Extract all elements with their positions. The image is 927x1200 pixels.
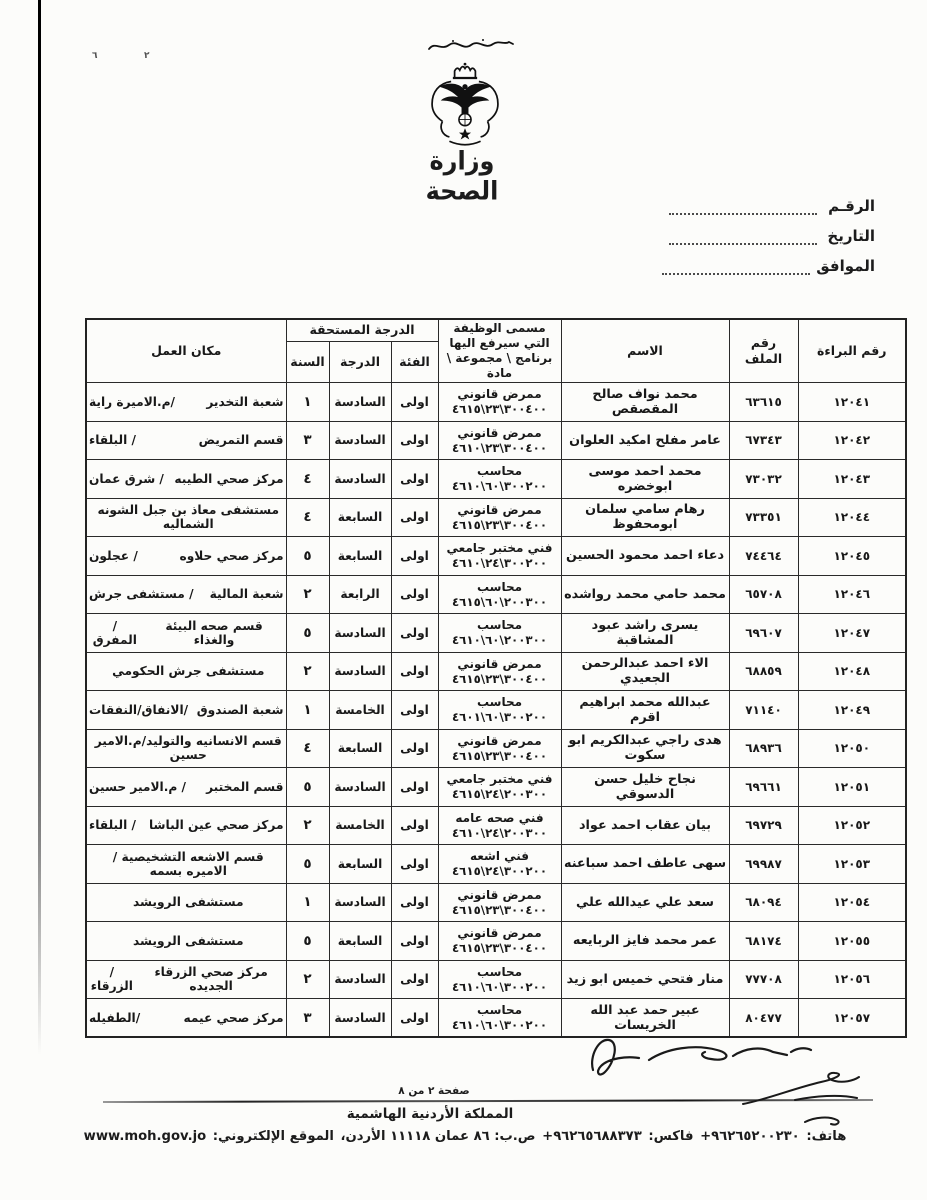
job-code-number: ٣٠٠٤٠٠\٢٣\٤٦١٥ <box>451 902 548 917</box>
job-title-cell <box>438 883 561 922</box>
workplace-name: مركز صحي الزرقاء الجديده <box>154 965 268 994</box>
date-field-label: التاريخ <box>827 227 875 245</box>
workplace-location: /الطفيله <box>89 1010 141 1025</box>
job-title-text: فني مختبر جامعي <box>446 541 553 556</box>
category-cell: اولى <box>391 614 438 653</box>
year-cell: ٥ <box>286 768 329 807</box>
year-cell: ٢ <box>286 575 329 614</box>
job-title-cell <box>438 729 561 768</box>
job-code-number: ٣٠٠٤٠٠\٢٣\٤٦١٥ <box>451 402 548 417</box>
handwritten-signature-footer <box>735 1070 870 1132</box>
job-title-header-subline: برنامج \ مجموعة \ مادة <box>446 351 553 380</box>
workplace-location: / مستشفى جرش <box>89 587 194 602</box>
workplace-location: / البلقاء <box>89 818 136 833</box>
category-cell: اولى <box>391 652 438 691</box>
job-code-number: ٢٠٠٣٠٠\٢٤\٤٦١٥ <box>451 787 548 802</box>
year-cell: ٥ <box>286 614 329 653</box>
grade-cell: السابعة <box>329 537 391 576</box>
workplace-cell <box>86 960 286 999</box>
job-title-cell <box>438 460 561 499</box>
col-header-due-grade-group: الدرجة المستحقة <box>286 319 438 341</box>
year-cell: ١ <box>286 383 329 422</box>
job-title-cell <box>438 999 561 1038</box>
table-row <box>86 729 906 768</box>
grade-cell: الرابعة <box>329 575 391 614</box>
job-code-number: ٣٠٠٢٠٠\٦٠\٤٦٠١ <box>451 710 548 725</box>
workplace-name: مركز صحي حلاوه <box>179 548 284 563</box>
reference-fields <box>662 197 875 275</box>
job-title-text: محاسب <box>476 618 523 633</box>
patent-no-cell: ١٢٠٥٧ <box>798 999 906 1038</box>
job-code-number: ٣٠٠٤٠٠\٢٣\٤٦١٥ <box>451 941 548 956</box>
year-cell: ٤ <box>286 498 329 537</box>
col-header-workplace: مكان العمل <box>86 319 286 383</box>
job-title-cell <box>438 768 561 807</box>
name-cell: رهام سامي سلمان ابومحفوظ <box>561 498 729 537</box>
job-code-number: ٢٠٠٣٠٠\٦٠\٤٦١٥ <box>451 594 548 609</box>
date-dotted-line <box>669 232 817 245</box>
job-code-number: ٣٠٠٢٠٠\٦٠\٤٦١٠ <box>451 979 548 994</box>
job-code-number: ٣٠٠٤٠٠\٢٣\٤٦١٠ <box>451 440 548 455</box>
job-title-cell <box>438 575 561 614</box>
year-cell: ٤ <box>286 729 329 768</box>
job-title-text: ممرض قانوني <box>457 387 542 402</box>
year-cell: ٥ <box>286 922 329 961</box>
category-cell: اولى <box>391 421 438 460</box>
patent-no-cell: ١٢٠٤٨ <box>798 652 906 691</box>
category-cell: اولى <box>391 537 438 576</box>
file-no-cell: ٨٠٤٧٧ <box>729 999 798 1038</box>
workplace-location: / المفرق <box>92 618 137 647</box>
table-row <box>86 922 906 961</box>
workplace-cell <box>86 845 286 884</box>
job-title-text: ممرض قانوني <box>457 656 542 671</box>
patent-no-cell: ١٢٠٤٢ <box>798 421 906 460</box>
year-cell: ٢ <box>286 652 329 691</box>
patent-no-cell: ١٢٠٤٩ <box>798 691 906 730</box>
workplace-cell <box>86 999 286 1038</box>
category-cell: اولى <box>391 498 438 537</box>
grade-cell: السادسة <box>329 383 391 422</box>
workplace-name: شعبة التخدير <box>206 394 284 409</box>
table-row <box>86 537 906 576</box>
name-cell: سعد علي عيدالله علي <box>561 883 729 922</box>
job-title-cell <box>438 614 561 653</box>
workplace-location: /الانفاق/النفقات <box>89 702 189 717</box>
category-cell: اولى <box>391 575 438 614</box>
workplace-name: قسم المختبر <box>206 779 284 794</box>
job-title-cell <box>438 498 561 537</box>
workplace-name: مركز صحي عين الباشا <box>148 818 284 833</box>
patent-no-cell: ١٢٠٥٥ <box>798 922 906 961</box>
job-title-text: ممرض قانوني <box>457 502 542 517</box>
workplace-location: / البلقاء <box>89 433 136 448</box>
job-code-number: ٣٠٠٢٠٠\٢٤\٤٦١٥ <box>451 864 548 879</box>
category-cell: اولى <box>391 922 438 961</box>
table-row <box>86 575 906 614</box>
file-no-cell: ٦٩٦٦١ <box>729 768 798 807</box>
workplace-cell <box>86 537 286 576</box>
table-row <box>86 845 906 884</box>
file-no-cell: ٦٧٣٤٣ <box>729 421 798 460</box>
table-row <box>86 691 906 730</box>
table-row <box>86 960 906 999</box>
col-header-job-title <box>438 319 561 383</box>
year-cell: ١ <box>286 883 329 922</box>
job-title-text: فني صحه عامه <box>455 810 544 825</box>
col-header-category: الفئة <box>391 341 438 383</box>
year-cell: ١ <box>286 691 329 730</box>
workplace-cell <box>86 421 286 460</box>
year-cell: ٢ <box>286 960 329 999</box>
job-title-text: فني اشعه <box>469 849 530 864</box>
workplace-location: / م.الامير حسين <box>89 779 186 794</box>
job-title-text: محاسب <box>476 579 523 594</box>
workplace-name: قسم الانسانيه والتوليد/م.الامير حسين <box>94 734 282 763</box>
job-title-text: محاسب <box>476 1002 523 1017</box>
category-cell: اولى <box>391 806 438 845</box>
patent-no-cell: ١٢٠٥٠ <box>798 729 906 768</box>
col-header-file-no: رقم الملف <box>729 319 798 383</box>
name-cell: محمد نواف صالح المقصقص <box>561 383 729 422</box>
workplace-location: / الزرقاء <box>90 965 133 994</box>
patent-no-cell: ١٢٠٥٣ <box>798 845 906 884</box>
job-title-text: ممرض قانوني <box>457 733 542 748</box>
patent-no-cell: ١٢٠٥٦ <box>798 960 906 999</box>
name-cell: سهى عاطف احمد سباعنه <box>561 845 729 884</box>
col-header-year: السنة <box>286 341 329 383</box>
workplace-cell <box>86 575 286 614</box>
name-cell: منار فتحي خميس ابو زيد <box>561 960 729 999</box>
patent-no-cell: ١٢٠٤٣ <box>798 460 906 499</box>
job-title-text: محاسب <box>476 464 523 479</box>
patent-no-cell: ١٢٠٤١ <box>798 383 906 422</box>
file-no-cell: ٦٩٧٢٩ <box>729 806 798 845</box>
file-no-cell: ٧٤٤٦٤ <box>729 537 798 576</box>
table-row <box>86 883 906 922</box>
field-row-corresponding <box>662 257 875 275</box>
category-cell: اولى <box>391 845 438 884</box>
file-no-cell: ٦٥٧٠٨ <box>729 575 798 614</box>
scan-edge-artifact <box>38 0 41 1055</box>
job-title-cell <box>438 806 561 845</box>
fax-number: +٩٦٢٦٥٦٨٨٣٧٣ <box>542 1129 642 1144</box>
file-no-cell: ٧١١٤٠ <box>729 691 798 730</box>
workplace-location: /م.الاميرة راية <box>89 394 175 409</box>
grade-cell: السادسة <box>329 652 391 691</box>
name-cell: هدى راجي عبدالكريم ابو سكوت <box>561 729 729 768</box>
workplace-name: مركز صحي الطيبه <box>174 471 284 486</box>
promotion-table <box>85 318 907 1038</box>
file-no-cell: ٦٨٠٩٤ <box>729 883 798 922</box>
grade-cell: السابعة <box>329 498 391 537</box>
workplace-name: شعبة الصندوق <box>196 702 284 717</box>
year-cell: ٣ <box>286 999 329 1038</box>
royal-motto-calligraphy <box>425 36 517 56</box>
job-title-cell <box>438 960 561 999</box>
job-code-number: ٣٠٠٢٠٠\٦٠\٤٦١٠ <box>451 1017 548 1032</box>
category-cell: اولى <box>391 999 438 1038</box>
job-title-cell <box>438 421 561 460</box>
year-cell: ٥ <box>286 845 329 884</box>
patent-no-cell: ١٢٠٤٧ <box>798 614 906 653</box>
page-number: صفحة ٢ من ٨ <box>398 1085 470 1097</box>
workplace-name: قسم التمريض <box>198 433 284 448</box>
name-cell: محمد احمد موسى ابوخضره <box>561 460 729 499</box>
name-cell: بيان عقاب احمد عواد <box>561 806 729 845</box>
job-title-text: فني مختبر جامعي <box>446 772 553 787</box>
name-cell: دعاء احمد محمود الحسين <box>561 537 729 576</box>
category-cell: اولى <box>391 768 438 807</box>
corresponding-dotted-line <box>662 262 810 275</box>
scan-speck: ٦ <box>92 51 98 61</box>
grade-cell: السادسة <box>329 960 391 999</box>
name-cell: عامر مفلح امكيد العلوان <box>561 421 729 460</box>
category-cell: اولى <box>391 460 438 499</box>
job-title-text: محاسب <box>476 964 523 979</box>
pobox-text: ص.ب: ٨٦ عمان ١١١١٨ الأردن، <box>340 1129 536 1144</box>
workplace-name: قسم الاشعه التشخيصية / الاميره بسمه <box>112 849 264 878</box>
job-title-cell <box>438 537 561 576</box>
contact-line <box>55 1129 875 1144</box>
workplace-cell <box>86 652 286 691</box>
name-cell: عبير حمد عبد الله الخريسات <box>561 999 729 1038</box>
workplace-cell <box>86 498 286 537</box>
job-title-cell <box>438 652 561 691</box>
name-cell: نجاح خليل حسن الدسوقي <box>561 768 729 807</box>
year-cell: ٥ <box>286 537 329 576</box>
number-dotted-line <box>669 202 817 215</box>
job-code-number: ٢٠٠٣٠٠\٦٠\٤٦١٠ <box>451 633 548 648</box>
job-title-text: ممرض قانوني <box>457 926 542 941</box>
patent-no-cell: ١٢٠٤٤ <box>798 498 906 537</box>
file-no-cell: ٦٩٦٠٧ <box>729 614 798 653</box>
table-row <box>86 421 906 460</box>
workplace-name: مستشفى الرويشد <box>132 933 244 948</box>
workplace-cell <box>86 383 286 422</box>
file-no-cell: ٦٨٨٥٩ <box>729 652 798 691</box>
job-title-text: ممرض قانوني <box>457 425 542 440</box>
job-code-number: ٣٠٠٤٠٠\٢٣\٤٦١٥ <box>451 517 548 532</box>
kingdom-name: المملكة الأردنية الهاشمية <box>346 1106 514 1122</box>
corresponding-field-label: الموافق <box>816 257 875 275</box>
number-field-label: الرقـم <box>828 197 875 215</box>
col-header-name: الاسم <box>561 319 729 383</box>
category-cell: اولى <box>391 691 438 730</box>
category-cell: اولى <box>391 729 438 768</box>
category-cell: اولى <box>391 960 438 999</box>
patent-no-cell: ١٢٠٤٥ <box>798 537 906 576</box>
patent-no-cell: ١٢٠٥١ <box>798 768 906 807</box>
patent-no-cell: ١٢٠٤٦ <box>798 575 906 614</box>
file-no-cell: ٧٣٣٥١ <box>729 498 798 537</box>
job-code-number: ٣٠٠٤٠٠\٢٣\٤٦١٥ <box>451 671 548 686</box>
scan-speck: ٢ <box>144 51 150 61</box>
name-cell: يسرى راشد عبود المشاقبة <box>561 614 729 653</box>
file-no-cell: ٦٨٩٣٦ <box>729 729 798 768</box>
patent-no-cell: ١٢٠٥٤ <box>798 883 906 922</box>
table-row <box>86 383 906 422</box>
grade-cell: السادسة <box>329 768 391 807</box>
workplace-cell <box>86 768 286 807</box>
table-row <box>86 498 906 537</box>
grade-cell: السابعة <box>329 729 391 768</box>
job-title-cell <box>438 845 561 884</box>
table-row <box>86 460 906 499</box>
fax-label: فاكس: <box>648 1129 694 1144</box>
phone-number: +٩٦٢٦٥٢٠٠٢٣٠ <box>700 1129 800 1144</box>
grade-cell: السادسة <box>329 883 391 922</box>
name-cell: محمد حامي محمد رواشده <box>561 575 729 614</box>
table-row <box>86 652 906 691</box>
job-code-number: ٣٠٠٤٠٠\٢٣\٤٦١٥ <box>451 748 548 763</box>
file-no-cell: ٧٧٧٠٨ <box>729 960 798 999</box>
col-header-patent-no: رقم البراءة <box>798 319 906 383</box>
workplace-name: مركز صحي عيمه <box>183 1010 284 1025</box>
phone-label: هاتف: <box>806 1129 847 1144</box>
file-no-cell: ٦٩٩٨٧ <box>729 845 798 884</box>
workplace-name: مستشفى معاذ بن جبل الشونه الشماليه <box>97 503 280 532</box>
website-url: www.moh.gov.jo <box>83 1129 207 1144</box>
job-title-header-line: مسمى الوظيفة التي سيرفع اليها <box>449 321 550 350</box>
website-label: الموقع الإلكتروني: <box>212 1129 334 1144</box>
field-row-date <box>662 227 875 245</box>
file-no-cell: ٦٨١٧٤ <box>729 922 798 961</box>
workplace-location: / شرق عمان <box>89 471 164 486</box>
job-title-cell <box>438 691 561 730</box>
workplace-cell <box>86 691 286 730</box>
workplace-name: شعبة المالية <box>209 587 284 602</box>
table-row <box>86 614 906 653</box>
job-title-text: ممرض قانوني <box>457 887 542 902</box>
category-cell: اولى <box>391 883 438 922</box>
grade-cell: السادسة <box>329 421 391 460</box>
job-code-number: ٣٠٠٢٠٠\٢٤\٤٦١٠ <box>451 556 548 571</box>
workplace-cell <box>86 614 286 653</box>
grade-cell: الخامسة <box>329 806 391 845</box>
year-cell: ٤ <box>286 460 329 499</box>
col-header-grade: الدرجة <box>329 341 391 383</box>
grade-cell: السادسة <box>329 460 391 499</box>
job-title-text: محاسب <box>476 695 523 710</box>
job-code-number: ٣٠٠٢٠٠\٦٠\٤٦١٠ <box>451 479 548 494</box>
category-cell: اولى <box>391 383 438 422</box>
name-cell: الاء احمد عبدالرحمن الجعيدي <box>561 652 729 691</box>
workplace-name: مستشفى الرويشد <box>132 895 244 910</box>
workplace-cell <box>86 883 286 922</box>
table-row <box>86 806 906 845</box>
file-no-cell: ٦٣٦١٥ <box>729 383 798 422</box>
name-cell: عمر محمد فايز الربايعه <box>561 922 729 961</box>
workplace-cell <box>86 806 286 845</box>
job-title-cell <box>438 383 561 422</box>
field-row-number <box>662 197 875 215</box>
year-cell: ٢ <box>286 806 329 845</box>
grade-cell: السابعة <box>329 845 391 884</box>
grade-cell: السابعة <box>329 922 391 961</box>
workplace-cell <box>86 460 286 499</box>
jordan-coat-of-arms-icon <box>413 56 517 152</box>
name-cell: عبدالله محمد ابراهيم اقرم <box>561 691 729 730</box>
ministry-wordmark: وزارة الصحة <box>425 146 499 206</box>
workplace-cell <box>86 922 286 961</box>
patent-no-cell: ١٢٠٥٢ <box>798 806 906 845</box>
job-title-cell <box>438 922 561 961</box>
file-no-cell: ٧٣٠٣٢ <box>729 460 798 499</box>
workplace-name: مستشفى جرش الحكومي <box>112 664 265 679</box>
grade-cell: السادسة <box>329 614 391 653</box>
grade-cell: السادسة <box>329 999 391 1038</box>
grade-cell: الخامسة <box>329 691 391 730</box>
workplace-name: قسم صحه البيئة والغذاء <box>165 618 263 647</box>
year-cell: ٣ <box>286 421 329 460</box>
workplace-cell <box>86 729 286 768</box>
table-row <box>86 768 906 807</box>
workplace-location: / عجلون <box>89 548 138 563</box>
job-code-number: ٢٠٠٣٠٠\٢٤\٤٦١٠ <box>451 825 548 840</box>
